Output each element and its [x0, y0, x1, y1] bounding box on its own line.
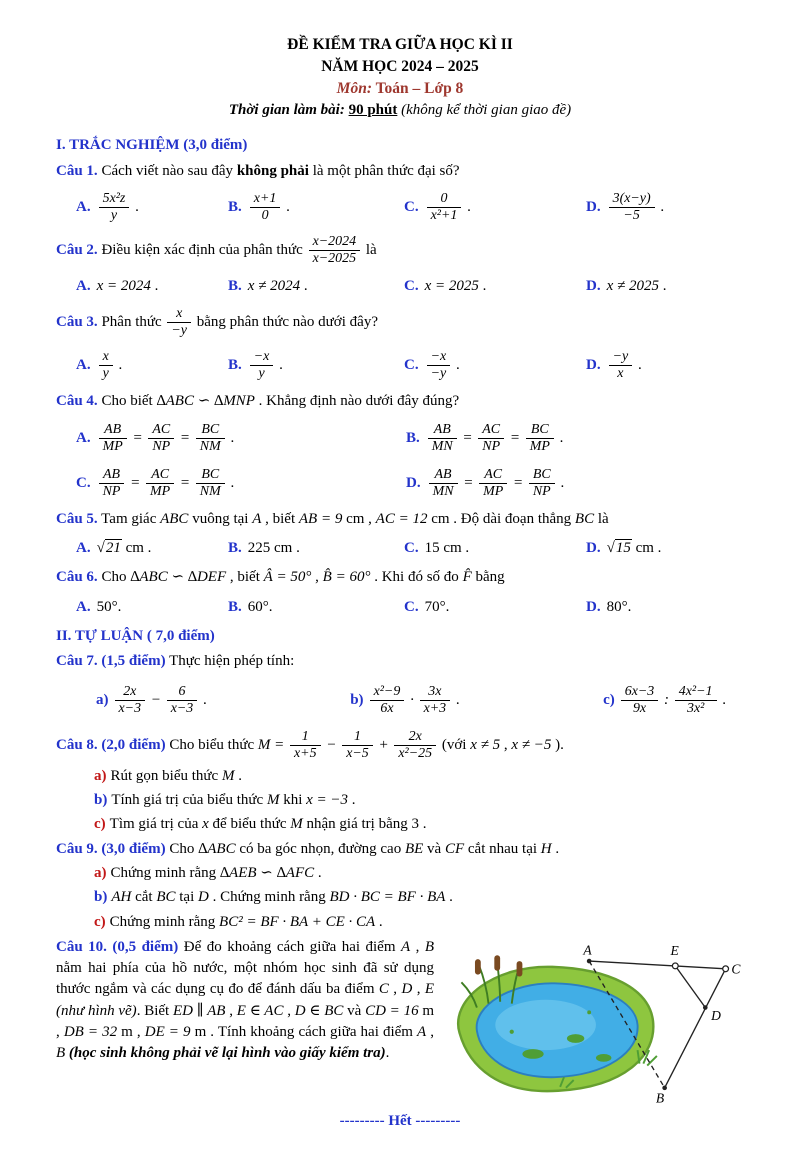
question-7-line	[56, 651, 744, 672]
exam-title: ĐỀ KIỂM TRA GIỮA HỌC KÌ II	[287, 36, 513, 53]
option-letter: A.	[76, 278, 91, 295]
question-10	[56, 937, 744, 1106]
option-value: $\frac{0}{\text{x²+1}}$ .	[425, 199, 471, 215]
question-4-options	[56, 421, 744, 501]
option-letter: B.	[228, 198, 242, 215]
option-value: $\frac{-y}{x}$ .	[607, 357, 642, 373]
sub-a	[94, 863, 744, 884]
sub-label: c)	[94, 816, 106, 833]
option-value: 50°.	[96, 598, 122, 615]
exam-header	[56, 34, 744, 121]
time-value: 90 phút	[348, 102, 398, 118]
option-b	[228, 190, 404, 225]
sub-text: Chứng minh rằng BC² = BF · BA + CE · CA .	[109, 913, 383, 930]
sub-text: Tính giá trị của biểu thức M khi x = −3 .	[111, 792, 356, 809]
option-a	[76, 597, 228, 618]
question-2-line	[56, 233, 744, 268]
sub-text: Chứng minh rằng ∆AEB ∽ ∆AFC .	[110, 864, 322, 881]
label-c: C	[731, 961, 741, 977]
option-value: x ≠ 2024 .	[247, 278, 308, 295]
option-a	[76, 538, 228, 559]
option-b	[228, 538, 404, 559]
option-value: $\frac{AB}{MP}$ = $\frac{AC}{NP}$ = $\frac{BC}{NM}$ .	[97, 430, 235, 446]
question-7	[56, 651, 744, 721]
option-a	[76, 421, 406, 456]
question-10-text: Để đo khoảng cách giữa hai điểm A , B nằm hai phía của hồ nước, một nhóm học sinh đã sử dụng thước ngắm và các dụng cụ đo để đánh dấu ba điểm C , D , E (như hình vẽ). Biết ED ∥ AB , E ∈ AC , D ∈ BC và CD = 16 m , DB = 32 m , DE = 9 m . Tính khoảng cách giữa hai điểm A , B (học sinh không phải vẽ lại hình vào giấy kiểm tra).	[56, 938, 435, 1062]
option-c	[404, 538, 586, 559]
point-a	[587, 959, 592, 964]
option-letter: A.	[76, 598, 91, 615]
sub-b	[94, 887, 744, 908]
option-b	[228, 597, 404, 618]
sub-text: Rút gọn biểu thức M .	[110, 767, 242, 784]
end-marker-text: --------- Hết ---------	[339, 1112, 461, 1129]
question-8	[56, 728, 744, 836]
item-a	[96, 683, 207, 718]
question-9-subs	[94, 863, 744, 933]
option-letter: C.	[404, 278, 419, 295]
item-expression: $\frac{\text{x²−9}}{6x}$ · $\frac{3x}{x+3}$ .	[368, 692, 460, 708]
sub-label: a)	[94, 864, 107, 881]
question-7-label: Câu 7. (1,5 điểm)	[56, 653, 166, 670]
option-letter: B.	[406, 429, 420, 446]
option-c	[404, 597, 586, 618]
option-a	[76, 276, 228, 297]
option-value: $\frac{3(x-y)}{-5}$ .	[607, 199, 665, 215]
option-value: 70°.	[424, 598, 450, 615]
option-value: $\frac{x}{y}$ .	[97, 357, 123, 373]
subject-label: Môn:	[336, 80, 372, 97]
question-5-line	[56, 509, 744, 530]
label-a: A	[583, 942, 592, 958]
option-letter: D.	[406, 474, 421, 491]
item-expression: $\frac{6x-3}{9x}$ : $\frac{\text{4x²−1}}{\text{3x²}}$ .	[619, 692, 726, 708]
pond-figure	[444, 939, 744, 1107]
item-expression: $\frac{2x}{x-3}$ − $\frac{6}{x-3}$ .	[113, 692, 207, 708]
question-1-line	[56, 161, 744, 182]
option-letter: D.	[586, 357, 601, 374]
school-year: NĂM HỌC 2024 – 2025	[321, 58, 479, 75]
question-9-line	[56, 839, 744, 860]
time-note: (không kể thời gian giao đề)	[401, 102, 572, 118]
option-value: √15 cm .	[606, 540, 662, 557]
label-d: D	[711, 1007, 721, 1023]
item-label: b)	[350, 691, 364, 708]
option-d	[406, 466, 744, 501]
question-4-line	[56, 391, 744, 412]
option-value: 80°.	[606, 598, 632, 615]
question-8-line	[56, 728, 744, 763]
sub-text: AH cắt BC tại D . Chứng minh rằng BD · BC = BF · BA .	[111, 889, 453, 906]
option-value: x ≠ 2025 .	[606, 278, 667, 295]
option-letter: C.	[404, 198, 419, 215]
question-3-line	[56, 305, 744, 340]
question-10-label: Câu 10. (0,5 điểm)	[56, 938, 179, 955]
question-9	[56, 839, 744, 933]
sub-c	[94, 912, 744, 933]
question-2	[56, 233, 744, 297]
section-1-title: I. TRẮC NGHIỆM (3,0 điểm)	[56, 137, 248, 154]
label-e: E	[670, 943, 679, 959]
option-letter: C.	[404, 540, 419, 557]
option-letter: A.	[76, 198, 91, 215]
question-7-text: Thực hiện phép tính:	[169, 653, 295, 670]
question-7-items	[56, 679, 744, 722]
question-1	[56, 161, 744, 225]
sub-b	[94, 790, 744, 811]
question-3	[56, 305, 744, 383]
question-8-subs	[94, 766, 744, 836]
option-c	[404, 190, 586, 225]
option-letter: D.	[586, 278, 601, 295]
question-2-label: Câu 2.	[56, 241, 98, 258]
option-b	[228, 276, 404, 297]
option-letter: A.	[76, 540, 91, 557]
option-value: $\frac{\text{5x²z}}{y}$ .	[97, 199, 139, 215]
option-c	[404, 348, 586, 383]
option-letter: C.	[76, 474, 91, 491]
question-9-label: Câu 9. (3,0 điểm)	[56, 840, 166, 857]
question-9-text: Cho ∆ABC có ba góc nhọn, đường cao BE và CF cắt nhau tại H .	[169, 840, 560, 857]
sub-c	[94, 814, 744, 835]
option-value: $\frac{AB}{MN}$ = $\frac{AC}{NP}$ = $\frac{BC}{MP}$ .	[426, 430, 564, 446]
line-c-b	[665, 969, 726, 1088]
question-5-text: Tam giác ABC vuông tại A , biết AB = 9 cm , AC = 12 cm . Độ dài đoạn thẳng BC là	[101, 510, 609, 527]
question-5-label: Câu 5.	[56, 510, 98, 527]
option-value: 60°.	[247, 598, 273, 615]
option-letter: C.	[404, 357, 419, 374]
question-3-text: Phân thức $\frac{x}{-y}$ bằng phân thức nào dưới đây?	[101, 306, 378, 339]
sub-text: Tìm giá trị của x để biểu thức M nhận giá trị bằng 3 .	[109, 816, 427, 833]
subject-line	[56, 78, 744, 100]
question-1-label: Câu 1.	[56, 162, 98, 179]
option-value: $\frac{x+1}{0}$ .	[248, 199, 290, 215]
sub-label: c)	[94, 913, 106, 930]
option-value: 225 cm .	[247, 540, 300, 557]
point-e	[672, 963, 678, 969]
option-letter: A.	[76, 357, 91, 374]
point-d	[703, 1005, 708, 1010]
pond-figure-svg	[444, 939, 744, 1107]
question-6-label: Câu 6.	[56, 569, 98, 586]
time-line	[56, 100, 744, 121]
option-a	[76, 190, 228, 225]
sub-label: b)	[94, 889, 108, 906]
question-2-options	[56, 276, 744, 297]
option-value: $\frac{-x}{-y}$ .	[425, 357, 460, 373]
option-letter: D.	[586, 198, 601, 215]
question-8-text: Cho biểu thức M = $\frac{1}{x+5}$ − $\frac{1}{x-5}$ + $\frac{2x}{\text{x²−25}}$ (với x ≠ 5 , x ≠ −5 ).	[169, 728, 564, 761]
option-value: $\frac{AB}{NP}$ = $\frac{AC}{MP}$ = $\frac{BC}{NM}$ .	[97, 475, 235, 491]
option-letter: B.	[228, 540, 242, 557]
line-e-d	[675, 966, 705, 1008]
option-value: $\frac{-x}{y}$ .	[248, 357, 283, 373]
option-d	[586, 276, 744, 297]
question-3-label: Câu 3.	[56, 314, 98, 331]
option-d	[586, 597, 744, 618]
question-1-text: Cách viết nào sau đây không phải là một phân thức đại số?	[101, 162, 460, 179]
option-letter: A.	[76, 429, 91, 446]
question-1-options	[56, 190, 744, 225]
point-c	[723, 966, 729, 972]
sub-label: a)	[94, 767, 107, 784]
question-6-line	[56, 567, 744, 588]
option-a	[76, 348, 228, 383]
option-value: x = 2025 .	[424, 278, 487, 295]
end-marker	[56, 1111, 744, 1132]
option-letter: D.	[586, 540, 601, 557]
option-letter: B.	[228, 357, 242, 374]
option-c	[76, 466, 406, 501]
pond-water-highlight	[495, 1000, 596, 1050]
option-b	[406, 421, 744, 456]
question-4-text: Cho biết ∆ABC ∽ ∆MNP . Khẳng định nào dưới đây đúng?	[101, 393, 460, 410]
option-letter: B.	[228, 278, 242, 295]
label-b: B	[655, 1090, 665, 1106]
sub-a	[94, 766, 744, 787]
question-6	[56, 567, 744, 618]
option-value: x = 2024 .	[96, 278, 159, 295]
option-d	[586, 538, 744, 559]
option-letter: D.	[586, 598, 601, 615]
option-d	[586, 190, 744, 225]
question-6-options	[56, 597, 744, 618]
option-value: 15 cm .	[424, 540, 470, 557]
option-value: $\frac{AB}{MN}$ = $\frac{AC}{MP}$ = $\frac{BC}{NP}$ .	[427, 475, 565, 491]
option-letter: C.	[404, 598, 419, 615]
subject-value: Toán – Lớp 8	[375, 80, 464, 97]
option-c	[404, 276, 586, 297]
option-d	[586, 348, 744, 383]
item-c	[603, 683, 726, 718]
item-label: a)	[96, 691, 109, 708]
question-2-text: Điều kiện xác định của phân thức $\frac{x-2024}{x-2025}$ là	[101, 233, 377, 266]
option-value: √21 cm .	[96, 540, 152, 557]
question-8-label: Câu 8. (2,0 điểm)	[56, 736, 166, 753]
sub-label: b)	[94, 792, 108, 809]
time-label: Thời gian làm bài:	[228, 102, 345, 118]
item-b	[350, 683, 459, 718]
question-3-options	[56, 348, 744, 383]
question-6-text: Cho ∆ABC ∽ ∆DEF , biết Â = 50° , B̂ = 60° . Khi đó số đo F̂ bằng	[101, 569, 505, 586]
section-2-title: II. TỰ LUẬN ( 7,0 điểm)	[56, 628, 215, 645]
option-letter: B.	[228, 598, 242, 615]
question-5	[56, 509, 744, 560]
question-4-label: Câu 4.	[56, 393, 98, 410]
question-4	[56, 391, 744, 500]
line-a-c	[589, 961, 725, 969]
item-label: c)	[603, 691, 615, 708]
option-b	[228, 348, 404, 383]
question-5-options	[56, 538, 744, 559]
